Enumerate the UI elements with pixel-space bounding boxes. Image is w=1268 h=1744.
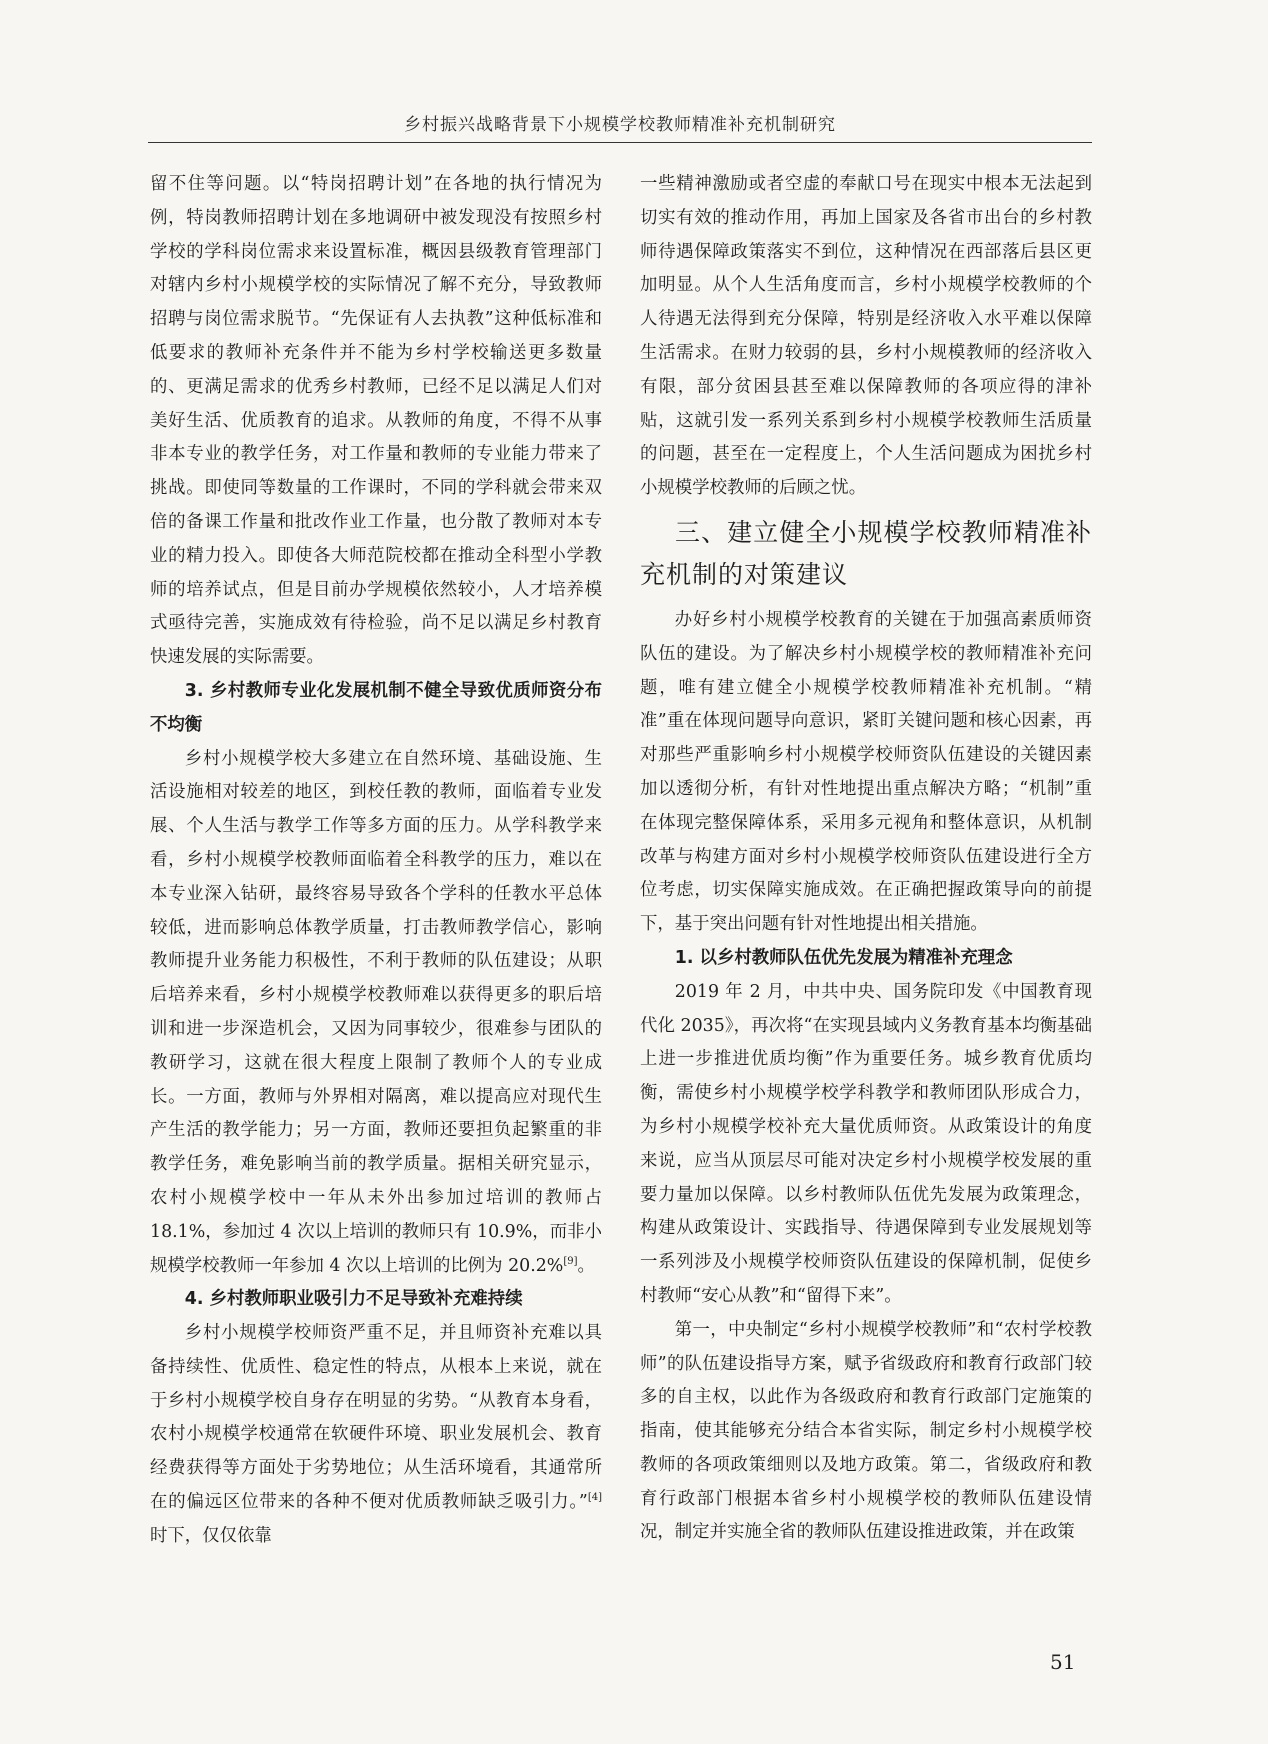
subsection-heading-3: 3. 乡村教师专业化发展机制不健全导致优质师资分布不均衡	[150, 680, 602, 735]
section-title: 三、建立健全小规模学校教师精准补充机制的对策建议	[640, 517, 1092, 589]
paragraph	[150, 1317, 602, 1554]
page-number: 51	[1050, 1650, 1076, 1674]
running-header: 乡村振兴战略背景下小规模学校教师精准补充机制研究	[404, 115, 836, 135]
paragraph: 2019 年 2 月，中共中央、国务院印发《中国教育现代化 2035》，再次将“在实现县域内义务教育基本均衡基础上进一步推进优质均衡”作为重要任务。城乡教育优质均衡，需使乡村小规模学校学科教学和教师团队形成合力，为乡村小规模学校补充大量优质师资。从政策设计的角度来说，应当从顶层尽可能对决定乡村小规模学校发展的重要力量加以保障。以乡村教师队伍优先发展为政策理念，构建从政策设计、实践指导、待遇保障到专业发展规划等一系列涉及小规模学校师资队伍建设的保障机制，促使乡村教师“安心从教”和“留得下来”。	[640, 981, 1092, 1306]
right-column	[640, 168, 1092, 1550]
paragraph-text: 乡村小规模学校师资严重不足，并且师资补充难以具备持续性、优质性、稳定性的特点，从根本上来说，就在于乡村小规模学校自身存在明显的劣势。“从教育本身看，农村小规模学校通常在软硬件环境、职业发展机会、教育经费获得等方面处于劣势地位；从生活环境看，其通常所在的偏远区位带来的各种不便对优质教师缺乏吸引力。”	[150, 1323, 602, 1513]
citation-ref: [9]	[563, 1255, 578, 1267]
paragraph-text: 。	[577, 1255, 595, 1276]
left-column	[150, 168, 602, 1554]
paragraph: 一些精神激励或者空虚的奉献口号在现实中根本无法起到切实有效的推动作用，再加上国家及各省市出台的乡村教师待遇保障政策落实不到位，这种情况在西部落后县区更加明显。从个人生活角度而言，乡村小规模学校教师的个人待遇无法得到充分保障，特别是经济收入水平难以保障生活需求。在财力较弱的县，乡村小规模教师的经济收入有限，部分贫困县甚至难以保障教师的各项应得的津补贴，这就引发一系列关系到乡村小规模学校教师生活质量的问题，甚至在一定程度上，个人生活问题成为困扰乡村小规模学校教师的后顾之忧。	[640, 174, 1092, 499]
paragraph: 第一，中央制定“乡村小规模学校教师”和“农村学校教师”的队伍建设指导方案，赋予省级政府和教育行政部门较多的自主权，以此作为各级政府和教育行政部门定施策的指南，使其能够充分结合本省实际，制定乡村小规模学校教师的各项政策细则以及地方政策。第二，省级政府和教育行政部门根据本省乡村小规模学校的教师队伍建设情况，制定并实施全省的教师队伍建设推进政策，并在政策	[640, 1319, 1092, 1543]
subsection-heading-1: 1. 以乡村教师队伍优先发展为精准补充理念	[674, 947, 1013, 968]
paragraph-text: 时下，仅仅依靠	[150, 1525, 272, 1546]
citation-ref: [4]	[587, 1492, 602, 1504]
paragraph: 留不住等问题。以“特岗招聘计划”在各地的执行情况为例，特岗教师招聘计划在多地调研中被发现没有按照乡村学校的学科岗位需求来设置标准，概因县级教育管理部门对辖内乡村小规模学校的实际情况了解不充分，导致教师招聘与岗位需求脱节。“先保证有人去执教”这种低标准和低要求的教师补充条件并不能为乡村学校输送更多数量的、更满足需求的优秀乡村教师，已经不足以满足人们对美好生活、优质教育的追求。从教师的角度，不得不从事非本专业的教学任务，对工作量和教师的专业能力带来了挑战。即使同等数量的工作课时，不同的学科就会带来双倍的备课工作量和批改作业工作量，也分散了教师对本专业的精力投入。即使各大师范院校都在推动全科型小学教师的培养试点，但是目前办学规模依然较小，人才培养模式亟待完善，实施成效有待检验，尚不足以满足乡村教育快速发展的实际需要。	[150, 174, 602, 668]
subsection-heading-4: 4. 乡村教师职业吸引力不足导致补充难持续	[184, 1289, 523, 1310]
paragraph-text: 乡村小规模学校大多建立在自然环境、基础设施、生活设施相对较差的地区，到校任教的教师，面临着专业发展、个人生活与教学工作等多方面的压力。从学科教学来看，乡村小规模学校教师面临着全科教学的压力，难以在本专业深入钻研，最终容易导致各个学科的任教水平总体较低，进而影响总体教学质量，打击教师教学信心，影响教师提升业务能力积极性，不利于教师的队伍建设；从职后培养来看，乡村小规模学校教师难以获得更多的职后培训和进一步深造机会，又因为同事较少，很难参与团队的教研学习，这就在很大程度上限制了教师个人的专业成长。一方面，教师与外界相对隔离，难以提高应对现代生产生活的教学能力；另一方面，教师还要担负起繁重的非教学任务，难免影响当前的教学质量。据相关研究显示，农村小规模学校中一年从未外出参加过培训的教师占 18.1%，参加过 4 次以上培训的教师只有 10.9%，而非小规模学校教师一年参加 4 次以上培训的比例为 20.2%	[150, 748, 602, 1276]
header-rule	[148, 142, 1092, 143]
paragraph: 办好乡村小规模学校教育的关键在于加强高素质师资队伍的建设。为了解决乡村小规模学校的教师精准补充问题，唯有建立健全小规模学校教师精准补充机制。“精准”重在体现问题导向意识，紧盯关键问题和核心因素，再对那些严重影响乡村小规模学校师资队伍建设的关键因素加以透彻分析，有针对性地提出重点解决方略；“机制”重在体现完整保障体系，采用多元视角和整体意识，从机制改革与构建方面对乡村小规模学校师资队伍建设进行全方位考虑，切实保障实施成效。在正确把握政策导向的前提下，基于突出问题有针对性地提出相关措施。	[640, 609, 1092, 935]
paragraph	[150, 743, 602, 1284]
